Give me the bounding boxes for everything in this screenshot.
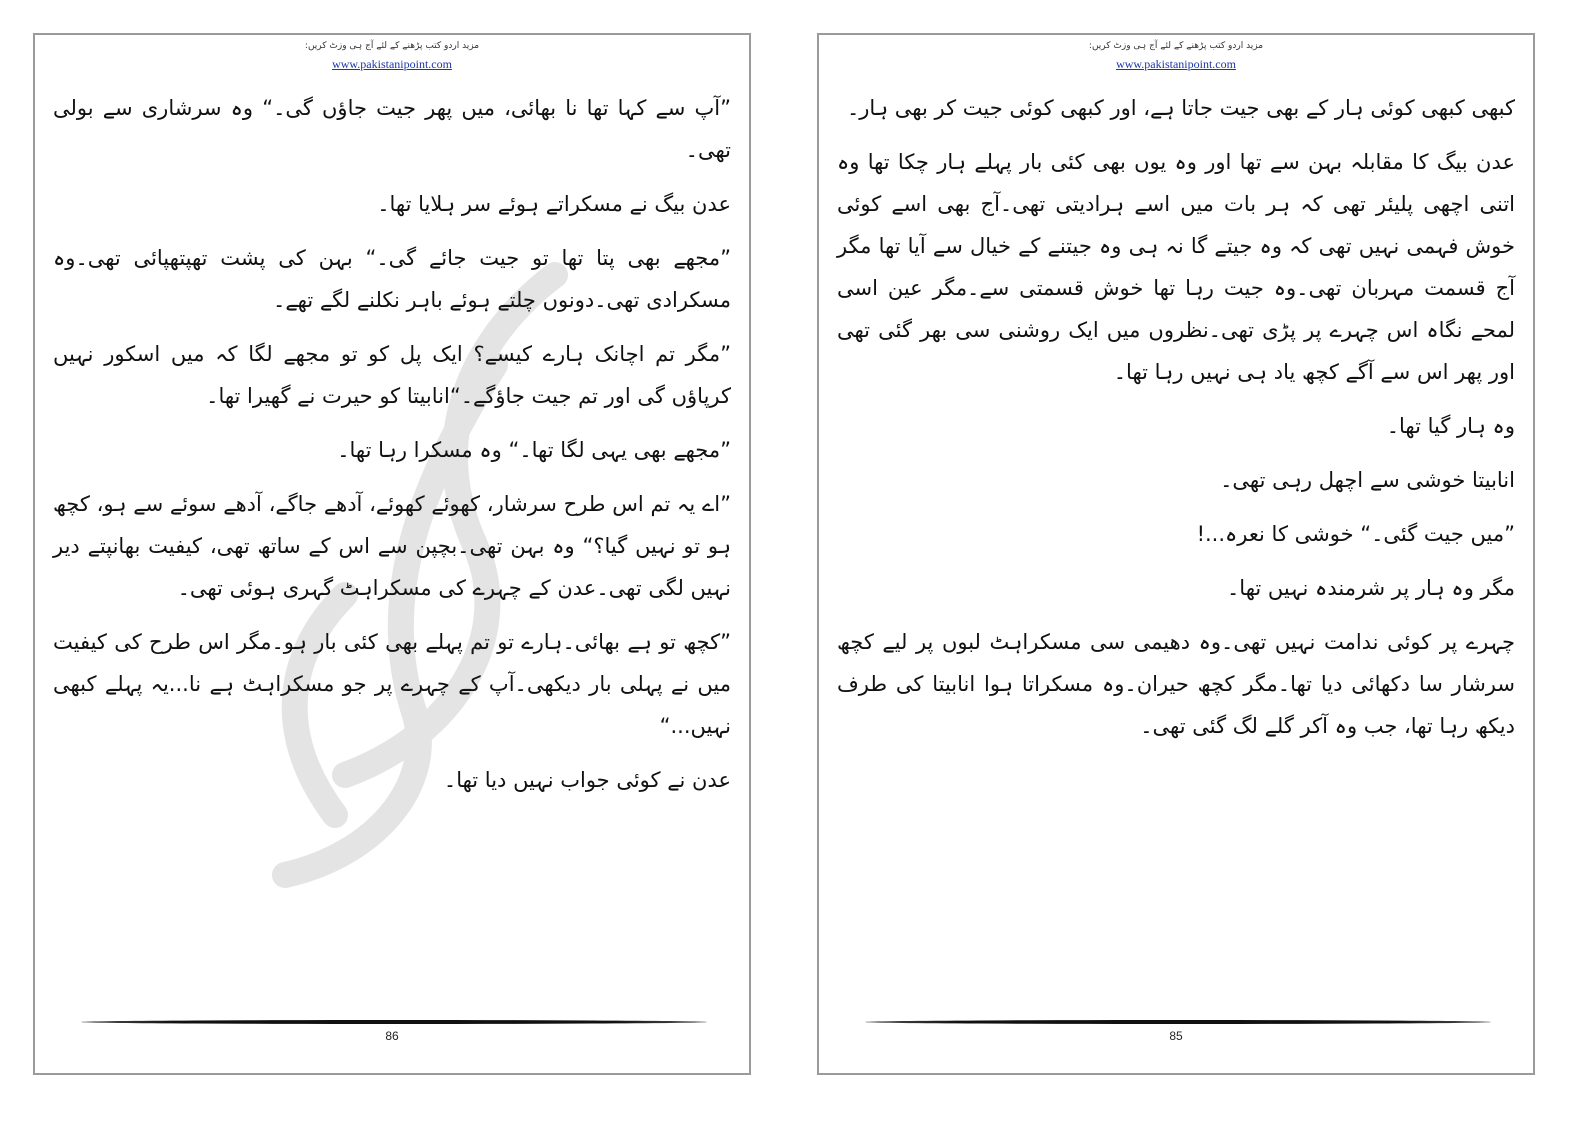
- paragraph: ”مگر تم اچانک ہارے کیسے؟ ایک پل کو تو مجھے لگا کہ میں اسکور نہیں کرپاؤں گی اور تم جیت جاؤگے۔“انابیتا کو حیرت نے گھیرا تھا۔: [53, 342, 731, 408]
- footer-rule: [81, 1020, 707, 1024]
- paragraph: عدن نے کوئی جواب نہیں دیا تھا۔: [443, 768, 731, 792]
- left-page: [33, 33, 751, 1075]
- paragraph: عدن بیگ کا مقابلہ بہن سے تھا اور وہ یوں بھی کئی بار پہلے ہار چکا تھا وہ اتنی اچھی پلیئر تھی کہ ہر بات میں اسے ہرادیتی تھی۔آج بھی اسے کوئی خوش فہمی نہیں تھی کہ وہ جیتے گا نہ ہی وہ جیتنے کے خیال سے آیا تھا مگر آج قسمت مہربان تھی۔وہ جیت رہا تھا خوش قسمتی سے۔مگر عین اسی لمحے نگاہ اس چہرے پر پڑی تھی۔نظروں میں ایک روشنی سی بھر گئی تھی اور پھر اس سے آگے کچھ یاد ہی نہیں رہا تھا۔: [837, 150, 1515, 384]
- paragraph: مگر وہ ہار پر شرمندہ نہیں تھا۔: [1226, 576, 1515, 600]
- page-number: 85: [1169, 1029, 1183, 1043]
- paragraph: انابیتا خوشی سے اچھل رہی تھی۔: [1220, 468, 1515, 492]
- page-body: [837, 87, 1515, 992]
- paragraph: وہ ہار گیا تھا۔: [1386, 414, 1515, 438]
- footer-rule: [865, 1020, 1491, 1024]
- website-link[interactable]: www.pakistanipoint.com: [1116, 57, 1236, 71]
- paragraph: عدن بیگ نے مسکراتے ہوئے سر ہلایا تھا۔: [377, 192, 731, 216]
- header-note: مزید اردو کتب پڑھنے کے لئے آج ہی وزٹ کریں:: [1088, 41, 1264, 51]
- paragraph: ”مجھے بھی پتا تھا تو جیت جائے گی۔“ بہن کی پشت تھپتھپائی تھی۔وہ مسکرادی تھی۔دونوں چلتے ہوئے باہر نکلنے لگے تھے۔: [53, 246, 731, 312]
- paragraph: چہرے پر کوئی ندامت نہیں تھی۔وہ دھیمی سی مسکراہٹ لبوں پر لیے کچھ سرشار سا دکھائی دیا تھا۔مگر کچھ حیران۔وہ مسکراتا ہوا انابیتا کی طرف دیکھ رہا تھا، جب وہ آکر گلے لگ گئی تھی۔: [837, 630, 1515, 738]
- page-header: [819, 39, 1533, 73]
- page-number: 86: [385, 1029, 399, 1043]
- right-page: [817, 33, 1535, 1075]
- header-note: مزید اردو کتب پڑھنے کے لئے آج ہی وزٹ کریں:: [304, 41, 480, 51]
- paragraph: کبھی کبھی کوئی ہار کے بھی جیت جاتا ہے، اور کبھی کوئی جیت کر بھی ہار۔: [846, 96, 1515, 120]
- paragraph: ”مجھے بھی یہی لگا تھا۔“ وہ مسکرا رہا تھا۔: [337, 438, 731, 462]
- page-header: [35, 39, 749, 73]
- paragraph: ”میں جیت گئی۔“ خوشی کا نعرہ...!: [1196, 522, 1515, 546]
- page-body: [53, 87, 731, 992]
- paragraph: ”آپ سے کہا تھا نا بھائی، میں پھر جیت جاؤں گی۔“ وہ سرشاری سے بولی تھی۔: [53, 96, 731, 162]
- paragraph: ”کچھ تو ہے بھائی۔ہارے تو تم پہلے بھی کئی بار ہو۔مگر اس طرح کی کیفیت میں نے پہلی بار دیکھی۔آپ کے چہرے پر جو مسکراہٹ ہے نا...یہ پہلے کبھی نہیں...“: [53, 630, 731, 738]
- website-link[interactable]: www.pakistanipoint.com: [332, 57, 452, 71]
- paragraph: ”اے یہ تم اس طرح سرشار، کھوئے کھوئے، آدھے جاگے، آدھے سوئے سے ہو، کچھ ہو تو نہیں گیا؟“ وہ بہن تھی۔بچپن سے اس کے ساتھ تھی، کیفیت بھانپتے دیر نہیں لگی تھی۔عدن کے چہرے کی مسکراہٹ گہری ہوئی تھی۔: [53, 492, 731, 600]
